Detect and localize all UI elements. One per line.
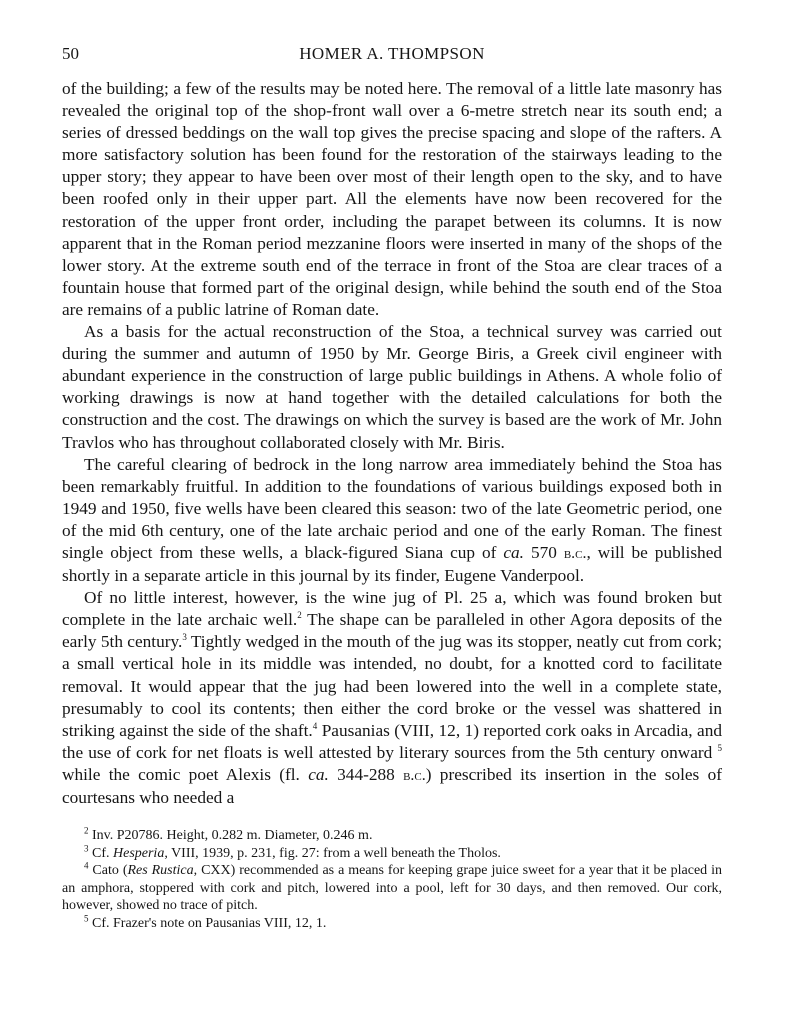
bc-abbrev: b.c. [403, 766, 426, 784]
page-number: 50 [62, 44, 79, 63]
footnote-ref-5: 5 [717, 743, 722, 754]
footnote-ref-2: 2 [297, 610, 302, 621]
circa-abbrev: ca. [503, 542, 524, 562]
page [62, 44, 722, 933]
footnotes [62, 827, 722, 933]
paragraph-2: As a basis for the actual reconstruction of the Stoa, a technical survey was carried out during the summer and autumn of 1950 by Mr. George Biris, a Greek civil engineer with abundant experience in the construction of large public buildings in Athens. A whole folio of working drawings is now at hand together with the detailed calculations for both the construction and the cost. The drawings on which the survey is based are the work of Mr. John Travlos who has throughout collaborated closely with Mr. Biris. [62, 322, 722, 452]
footnote-3: $^3$ Cf. Hesperia, VIII, 1939, p. 231, fig. 27: from a well beneath the Tholos. [84, 843, 501, 861]
paragraph-3: The careful clearing of bedrock in the long narrow area immediately behind the Stoa has been remarkably fruitful. In addition to the foundations of various buildings exposed both in 1949 and 1950, five wells have been cleared this season: two of the late Geometric period, one of the mid 6th century, one of the late archaic period and one of the early Roman. The finest single object from these wells, a black-figured Siana cup of ca. 570 b.c., will be published shortly in a separate article in this journal by its finder, Eugene Vanderpool. [62, 454, 723, 586]
footnote-5: $^5$ Cf. Frazer's note on Pausanias VIII, 12, 1. [84, 913, 327, 932]
bc-abbrev: b.c. [563, 544, 587, 562]
paragraph-3-text: The careful clearing of bedrock in the long narrow area immediately behind the Stoa has been remarkably fruitful. In addition to the foundations of various buildings exposed both in 1949 and 1950, five wells have been cleared this season: two of the late Geometric period, one of the mid 6th century, one of the late archaic period and one of the early Roman. The finest single object from these wells, a black-figured Siana cup of [62, 454, 722, 562]
footnote-2: $^2$ Inv. P20786. Height, 0.282 m. Diameter, 0.246 m. [84, 825, 373, 844]
footnote-ref-3: 3 [182, 632, 187, 643]
running-title: HOMER A. THOMPSON [299, 44, 485, 63]
footnote-ref-4: 4 [312, 720, 318, 731]
paragraph-1: of the building; a few of the results may be noted here. The removal of a little late masonry has revealed the original top of the shop-front wall over a 6-metre stretch near its south end; a series of dressed beddings on the wall top gives the precise spacing and slope of the rafters. A more satisfactory solution has been found for the restoration of the stairways leading to the upper story; they appear to have been over most of their length open to the sky, and to have been roofed only in their upper part. All the elements have now been recovered for the restoration of the upper front order, including the parapet between its columns. It is now apparent that in the Roman period mezzanine floors were inserted in many of the shops of the lower story. At the extreme south end of the terrace in front of the Stoa are clear traces of a fountain house that formed part of the original design, while behind the south end of the Stoa are remains of a public latrine of Roman date. [62, 79, 722, 319]
circa-abbrev: ca. [308, 764, 329, 784]
work-title: Res Rustica [127, 863, 194, 879]
paragraph-4-text: Of no little interest, however, is the wine jug of Pl. 25 a, which was found broken but complete in the late archaic well. [62, 588, 722, 630]
paragraph-4: Of no little interest, however, is the wine jug of Pl. 25 a, which was found broken but complete in the late archaic well.$^2$ The shape can be paralleled in other Agora deposits of the early 5th century.$^3$ Tightly wedged in the mouth of the jug was its stopper, neatly cut from cork; a small vertical hole in its middle was intended, no doubt, for a knotted cord to facilitate removal. It would appear that the jug had been lowered into the well in a complete state, presumably to cool its contents; then either the cord broke or the vessel was shattered in striking against the side of the shaft.$^4$ Pausanias (VIII, 12, 1) reported cork oaks in Arcadia, and the use of cork for net floats is well attested by literary sources from the 5th century onward $^5$ while the comic poet Alexis (fl. ca. 344-288 b.c.) prescribed its insertion in the soles of courtesans who needed a [62, 588, 723, 807]
body-text [62, 78, 722, 809]
journal-title: Hesperia [113, 845, 165, 861]
page-header [62, 44, 722, 70]
footnote-4: $^4$ Cato (Res Rustica, CXX) recommended as a means for keeping grape juice sweet for a year that it be placed in an amphora, stoppered with cork and pitch, lowered into a pool, left for 30 days, and then removed. Our cork, however, showed no trace of pitch. [62, 860, 722, 914]
